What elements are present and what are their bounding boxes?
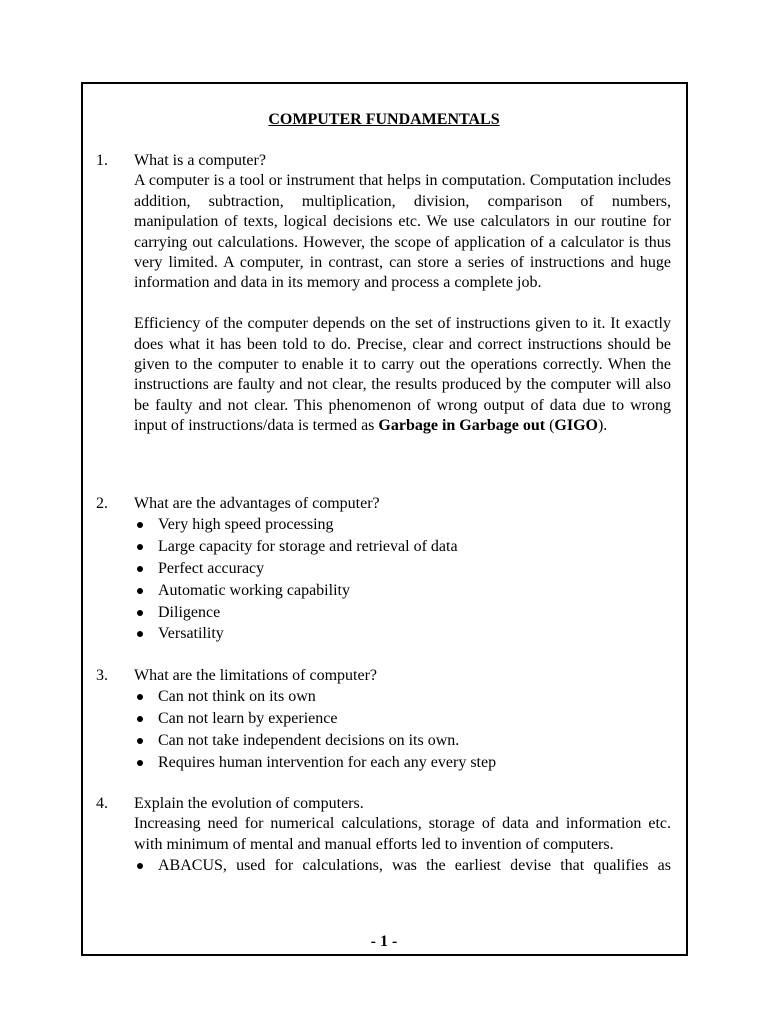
list-item: Automatic working capability: [134, 580, 671, 602]
question-2-section: [96, 494, 671, 645]
list-item: Perfect accuracy: [134, 558, 671, 580]
question-4-number: 4.: [96, 795, 108, 812]
paragraph-2-text: Efficiency of the computer depends on the set of instructions given to it. It exactly does what it has been told to do. Precise, clear and correct instructions should be given to the computer to enable it to carry out the operations correctly. When the instructions are faulty and not clear, the results produced by the computer will also be faulty and not clear. This phenomenon of wrong output of data due to wrong input of instructions/data is termed as: [134, 315, 671, 435]
question-1-text: What is a computer?: [134, 152, 266, 169]
question-3-number: 3.: [96, 667, 108, 684]
question-2-text: What are the advantages of computer?: [134, 495, 380, 512]
list-item: Can not learn by experience: [134, 708, 671, 730]
list-item: Versatility: [134, 623, 671, 645]
list-item: Can not take independent decisions on its own.: [134, 730, 671, 752]
list-item: Very high speed processing: [134, 514, 671, 536]
question-1-section: [96, 151, 671, 437]
page-title: COMPUTER FUNDAMENTALS: [268, 111, 500, 128]
list-item: Can not think on its own: [134, 686, 671, 708]
list-item: Requires human intervention for each any every step: [134, 752, 671, 774]
paragraph-2-end: ).: [597, 417, 608, 435]
question-1-number: 1.: [96, 152, 108, 169]
gigo-term: Garbage in Garbage out: [378, 417, 546, 435]
page-number: - 1 -: [370, 933, 398, 950]
question-1-paragraph-2: [134, 314, 671, 436]
question-4-paragraph: Increasing need for numerical calculations, storage of data and information etc. with minimum of mental and manual efforts led to invention of computers.: [134, 815, 671, 853]
gigo-abbreviation: GIGO: [554, 417, 598, 435]
question-3-section: [96, 666, 671, 774]
evolution-list: [134, 855, 671, 877]
paragraph-2-paren: (: [545, 417, 555, 435]
limitations-list: [134, 686, 671, 773]
question-1-paragraph-1: A computer is a tool or instrument that helps in computation. Computation includes addition, subtraction, multiplication, division, comparison of numbers, manipulation of texts, logical decisions etc. We use calculators in our routine for carrying out calculations. However, the scope of application of a calculator is thus very limited. A computer, in contrast, can store a series of instructions and huge information and data in its memory and process a complete job.: [134, 172, 671, 292]
list-item: Large capacity for storage and retrieval of data: [134, 536, 671, 558]
question-4-section: [96, 794, 671, 877]
list-item: ABACUS, used for calculations, was the earliest devise that qualifies as: [134, 855, 671, 877]
advantages-list: [134, 514, 671, 645]
question-3-text: What are the limitations of computer?: [134, 667, 378, 684]
question-2-number: 2.: [96, 495, 108, 512]
list-item: Diligence: [134, 602, 671, 624]
question-4-text: Explain the evolution of computers.: [134, 795, 364, 812]
